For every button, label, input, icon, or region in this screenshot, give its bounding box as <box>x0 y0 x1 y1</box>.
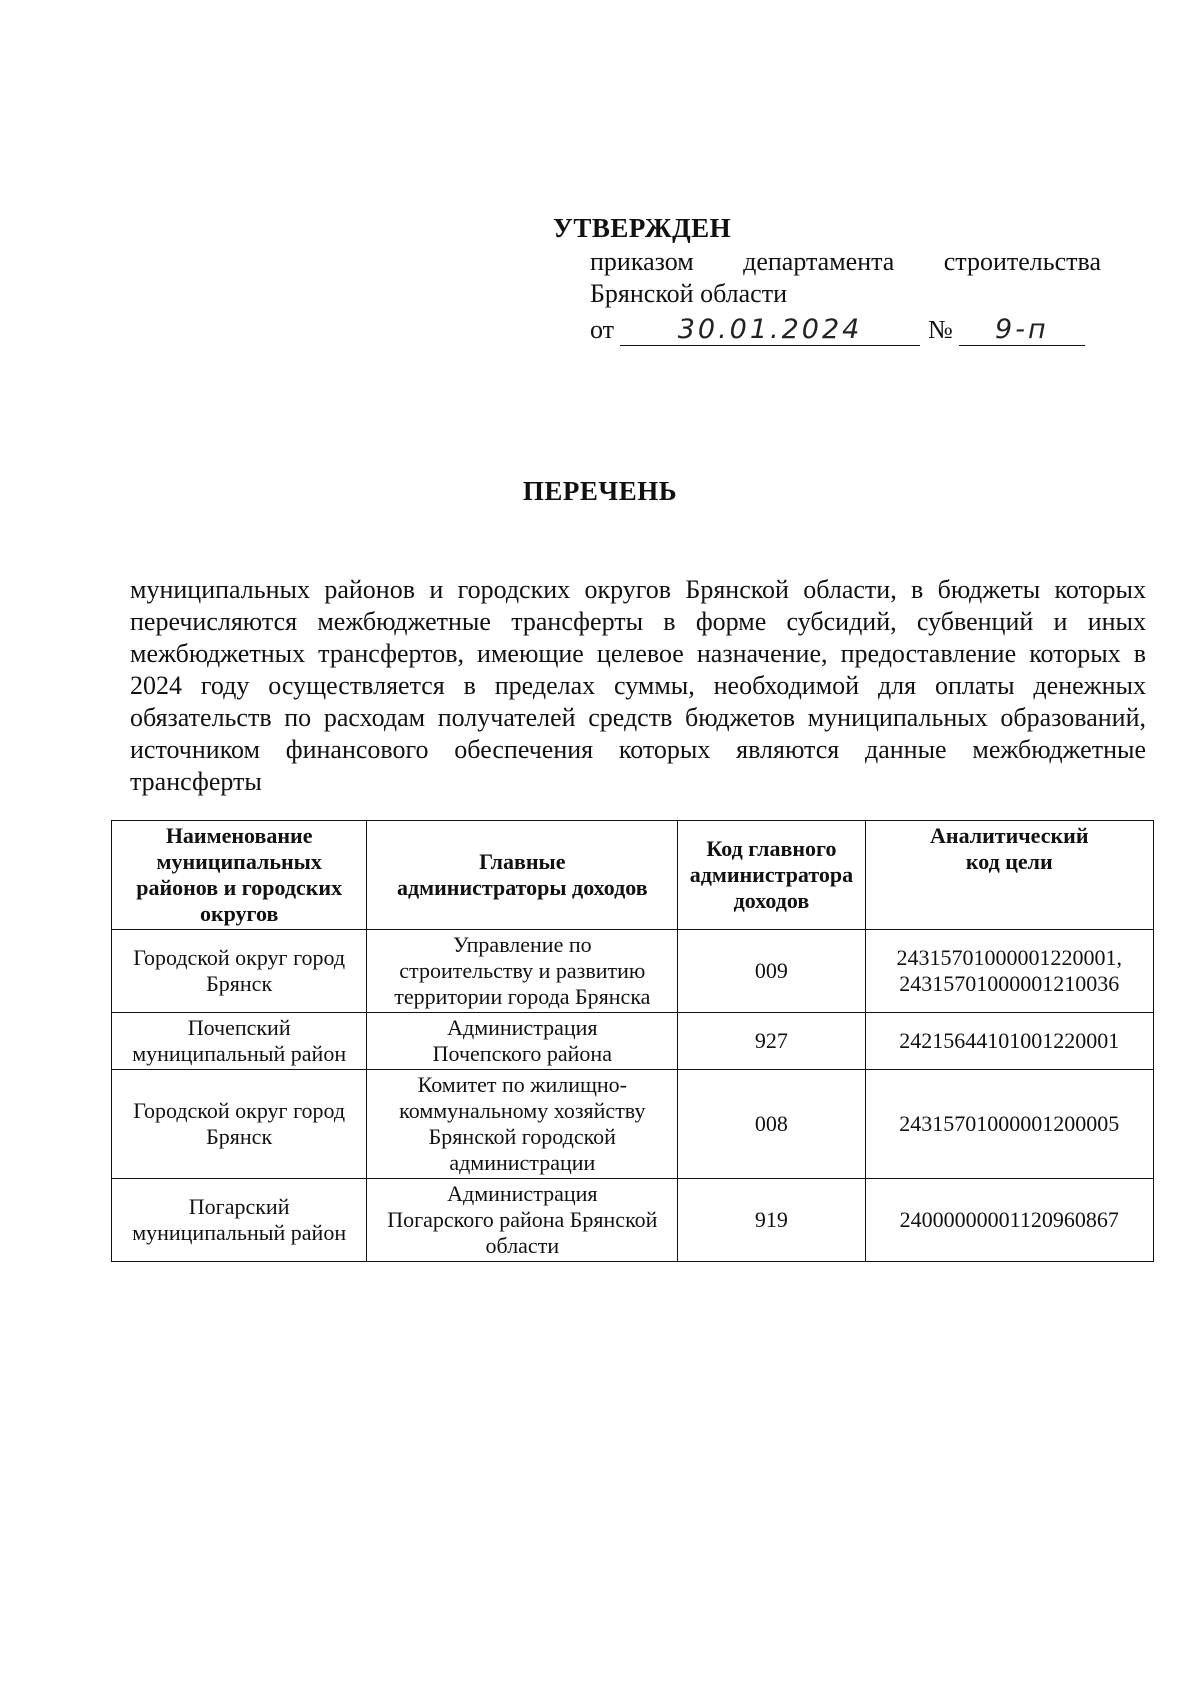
cell-administrator: Администрация Погарского района Брянской области <box>367 1179 678 1262</box>
table-row <box>112 1070 1154 1179</box>
approval-line-1: приказом департамента строительства <box>590 247 1101 276</box>
table-row <box>112 1179 1154 1262</box>
table-row <box>112 930 1154 1013</box>
cell-analytic-code: 24315701000001200005 <box>865 1070 1153 1179</box>
cell-municipality: Городской округ город Брянск <box>112 1070 367 1179</box>
document-intro: муниципальных районов и городских округов Брянской области, в бюджеты которых перечисляются межбюджетные трансферты в форме субсидий, субвенций и иных межбюджетных трансфертов, имеющие целевое назначение, предоставление которых в 2024 году осуществляется в пределах суммы, необходимой для оплаты денежных обязательств по расходам получателей средств бюджетов муниципальных образований, источником финансового обеспечения которых являются данные межбюджетные трансферты <box>130 575 1146 796</box>
approval-heading: УТВЕРЖДЕН <box>553 213 732 243</box>
header-admin-code: Код главного администратора доходов <box>678 821 865 930</box>
approval-date-line <box>590 310 1101 346</box>
number-label: № <box>928 315 953 344</box>
cell-admin-code: 927 <box>678 1013 865 1070</box>
date-label: от <box>590 315 615 344</box>
handwritten-number: 9-п <box>959 315 1085 346</box>
cell-admin-code: 919 <box>678 1179 865 1262</box>
transfers-table <box>111 820 1154 1262</box>
cell-administrator: Управление по строительству и развитию территории города Брянска <box>367 930 678 1013</box>
approval-line-2: Брянской области <box>590 279 787 308</box>
cell-municipality: Городской округ город Брянск <box>112 930 367 1013</box>
document-title: ПЕРЕЧЕНЬ <box>522 476 678 506</box>
cell-analytic-code: 24000000001120960867 <box>865 1179 1153 1262</box>
cell-admin-code: 009 <box>678 930 865 1013</box>
header-municipality: Наименование муниципальных районов и городских округов <box>112 821 367 930</box>
header-analytic-code: Аналитический код цели <box>865 821 1153 930</box>
cell-municipality: Погарский муниципальный район <box>112 1179 367 1262</box>
cell-analytic-code: 24315701000001220001, 24315701000001210036 <box>865 930 1153 1013</box>
table-header-row <box>112 821 1154 930</box>
cell-administrator: Комитет по жилищно- коммунальному хозяйству Брянской городской администрации <box>367 1070 678 1179</box>
cell-municipality: Почепский муниципальный район <box>112 1013 367 1070</box>
header-administrators: Главные администраторы доходов <box>367 821 678 930</box>
cell-administrator: Администрация Почепского района <box>367 1013 678 1070</box>
cell-analytic-code: 24215644101001220001 <box>865 1013 1153 1070</box>
table-row <box>112 1013 1154 1070</box>
handwritten-date: 30.01.2024 <box>620 315 920 346</box>
approval-block <box>553 212 1101 346</box>
cell-admin-code: 008 <box>678 1070 865 1179</box>
